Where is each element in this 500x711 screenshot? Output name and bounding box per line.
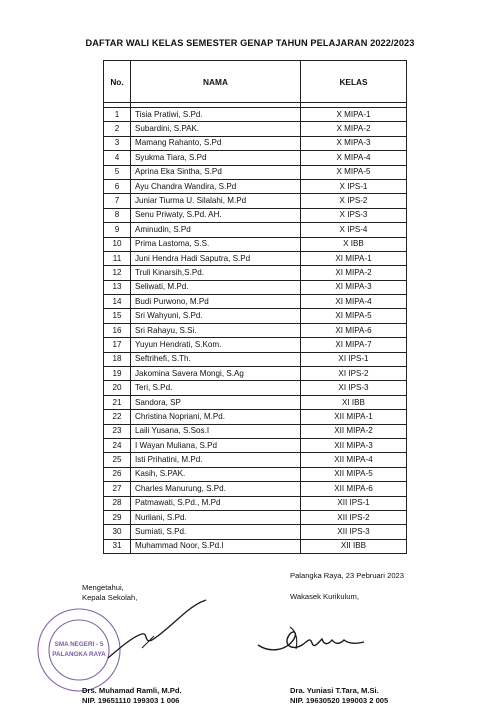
svg-text:SMA NEGERI - 5: SMA NEGERI - 5 (54, 641, 104, 648)
cell-no: 22 (104, 410, 131, 424)
table-row (104, 208, 407, 222)
table-row (104, 309, 407, 323)
cell-no: 29 (104, 510, 131, 524)
cell-nama: Budi Purwono, M.Pd (131, 295, 301, 309)
cell-kelas: XI MIPA-6 (301, 323, 407, 337)
cell-no: 10 (104, 237, 131, 251)
cell-kelas: XII MIPA-6 (301, 482, 407, 496)
column-header-kelas: KELAS (301, 61, 407, 103)
table-row (104, 453, 407, 467)
cell-nama: Patmawati, S.Pd., M.Pd (131, 496, 301, 510)
cell-no: 20 (104, 381, 131, 395)
cell-nama: Sandora, SP (131, 395, 301, 409)
cell-kelas: XI MIPA-7 (301, 338, 407, 352)
table-row (104, 367, 407, 381)
document-title: DAFTAR WALI KELAS SEMESTER GENAP TAHUN PELAJARAN 2022/2023 (85, 38, 415, 48)
principal-handwritten-signature-icon (102, 596, 212, 666)
table-row (104, 108, 407, 122)
cell-kelas: XII IPS-2 (301, 510, 407, 524)
cell-kelas: XI IPS-1 (301, 352, 407, 366)
cell-nama: Muhammad Noor, S.Pd.I (131, 539, 301, 553)
table-row (104, 295, 407, 309)
cell-no: 3 (104, 136, 131, 150)
cell-nama: Aminudin, S.Pd (131, 223, 301, 237)
cell-kelas: X IPS-2 (301, 194, 407, 208)
table-row (104, 338, 407, 352)
cell-no: 5 (104, 165, 131, 179)
cell-kelas: XI IPS-2 (301, 367, 407, 381)
cell-kelas: XII IBB (301, 539, 407, 553)
cell-no: 17 (104, 338, 131, 352)
table-header-row (104, 61, 407, 103)
table-row (104, 510, 407, 524)
cell-nama: Sumiati, S.Pd. (131, 525, 301, 539)
cell-kelas: X MIPA-4 (301, 151, 407, 165)
place-date-label: Palangka Raya, 23 Pebruari 2023 (290, 571, 404, 580)
table-row (104, 165, 407, 179)
vice-principal-signature-block (290, 571, 404, 602)
cell-kelas: X IPS-4 (301, 223, 407, 237)
table-row (104, 381, 407, 395)
cell-kelas: XII IPS-3 (301, 525, 407, 539)
cell-kelas: XII IPS-1 (301, 496, 407, 510)
cell-kelas: XI IBB (301, 395, 407, 409)
cell-no: 15 (104, 309, 131, 323)
table-row (104, 266, 407, 280)
column-header-nama: NAMA (131, 61, 301, 103)
cell-no: 19 (104, 367, 131, 381)
cell-no: 1 (104, 108, 131, 122)
cell-nama: Aprina Eka Sintha, S.Pd (131, 165, 301, 179)
cell-nama: Juni Hendra Hadi Saputra, S.Pd (131, 251, 301, 265)
cell-nama: Teri, S.Pd. (131, 381, 301, 395)
cell-kelas: XI MIPA-3 (301, 280, 407, 294)
cell-nama: Juniar Tiurma U. Silalahi, M.Pd (131, 194, 301, 208)
cell-kelas: X IPS-1 (301, 179, 407, 193)
cell-kelas: XII MIPA-1 (301, 410, 407, 424)
table-row (104, 179, 407, 193)
cell-nama: Charles Manurung, S.Pd. (131, 482, 301, 496)
cell-no: 27 (104, 482, 131, 496)
cell-nama: Syukma Tiara, S.Pd (131, 151, 301, 165)
cell-no: 9 (104, 223, 131, 237)
cell-no: 16 (104, 323, 131, 337)
table-row (104, 467, 407, 481)
cell-nama: Kasih, S.PAK. (131, 467, 301, 481)
cell-nama: Truli Kinarsih,S.Pd. (131, 266, 301, 280)
table-row (104, 525, 407, 539)
table-row (104, 496, 407, 510)
table-row (104, 237, 407, 251)
table-body (104, 103, 407, 554)
table-row (104, 136, 407, 150)
cell-nama: Seliwati, M.Pd. (131, 280, 301, 294)
cell-no: 7 (104, 194, 131, 208)
table-row (104, 280, 407, 294)
cell-no: 31 (104, 539, 131, 553)
cell-no: 14 (104, 295, 131, 309)
cell-kelas: X MIPA-2 (301, 122, 407, 136)
principal-role-label: Kepala Sekolah, (82, 593, 138, 602)
cell-nama: Ayu Chandra Wandira, S.Pd (131, 179, 301, 193)
cell-no: 24 (104, 438, 131, 452)
cell-nama: I Wayan Muliana, S.Pd (131, 438, 301, 452)
cell-nama: Prima Lastoma, S.S. (131, 237, 301, 251)
cell-kelas: X MIPA-3 (301, 136, 407, 150)
cell-nama: Laili Yusana, S.Sos.I (131, 424, 301, 438)
acknowledged-label: Mengetahui, (82, 583, 124, 592)
cell-no: 28 (104, 496, 131, 510)
vice-principal-role-label: Wakasek Kurikulum, (290, 592, 359, 601)
cell-kelas: XI MIPA-5 (301, 309, 407, 323)
cell-nama: Sri Wahyuni, S.Pd. (131, 309, 301, 323)
table-row (104, 122, 407, 136)
cell-kelas: XII MIPA-3 (301, 438, 407, 452)
cell-nama: Mamang Rahanto, S.Pd (131, 136, 301, 150)
table-row (104, 424, 407, 438)
table-row (104, 482, 407, 496)
cell-no: 13 (104, 280, 131, 294)
principal-name: Drs. Muhamad Ramli, M.Pd. (82, 686, 182, 695)
cell-no: 21 (104, 395, 131, 409)
cell-no: 18 (104, 352, 131, 366)
svg-text:PALANGKA RAYA: PALANGKA RAYA (52, 651, 106, 658)
cell-nama: Senu Priwaty, S.Pd. AH. (131, 208, 301, 222)
cell-nama: Subardini, S.PAK. (131, 122, 301, 136)
cell-kelas: XII MIPA-2 (301, 424, 407, 438)
cell-nama: Jakomina Savera Mongi, S.Ag (131, 367, 301, 381)
cell-no: 23 (104, 424, 131, 438)
cell-kelas: X MIPA-5 (301, 165, 407, 179)
cell-no: 2 (104, 122, 131, 136)
cell-nama: Seftrihefi, S.Th. (131, 352, 301, 366)
cell-nama: Nurliani, S.Pd. (131, 510, 301, 524)
cell-nama: Christina Nopriani, M.Pd. (131, 410, 301, 424)
vice-principal-nip: NIP. 19630520 199003 2 005 (290, 696, 389, 705)
principal-name-block (82, 686, 182, 706)
cell-kelas: XII MIPA-4 (301, 453, 407, 467)
cell-no: 8 (104, 208, 131, 222)
table-row (104, 323, 407, 337)
vice-principal-handwritten-signature-icon (252, 615, 382, 665)
table-row (104, 223, 407, 237)
cell-kelas: XII MIPA-5 (301, 467, 407, 481)
cell-nama: Yuyun Hendrati, S.Kom. (131, 338, 301, 352)
cell-nama: Tisia Pratiwi, S.Pd. (131, 108, 301, 122)
cell-kelas: X IBB (301, 237, 407, 251)
cell-kelas: XI MIPA-4 (301, 295, 407, 309)
cell-nama: Isti Prihatini, M.Pd. (131, 453, 301, 467)
cell-no: 11 (104, 251, 131, 265)
vice-principal-name: Dra. Yuniasi T.Tara, M.Si. (290, 686, 379, 695)
table-row (104, 194, 407, 208)
cell-kelas: XI IPS-3 (301, 381, 407, 395)
cell-no: 30 (104, 525, 131, 539)
table-row (104, 352, 407, 366)
table-row (104, 251, 407, 265)
cell-no: 6 (104, 179, 131, 193)
column-header-no: No. (104, 61, 131, 103)
homeroom-teacher-table (103, 60, 407, 554)
cell-nama: Sri Rahayu, S.Si. (131, 323, 301, 337)
table-row (104, 539, 407, 553)
table-row (104, 438, 407, 452)
cell-no: 4 (104, 151, 131, 165)
cell-no: 25 (104, 453, 131, 467)
principal-nip: NIP. 19651110 199303 1 006 (82, 696, 180, 705)
cell-kelas: XI MIPA-1 (301, 251, 407, 265)
cell-kelas: X MIPA-1 (301, 108, 407, 122)
cell-kelas: X IPS-3 (301, 208, 407, 222)
table-row (104, 410, 407, 424)
vice-principal-name-block (290, 686, 388, 706)
cell-no: 26 (104, 467, 131, 481)
table-row (104, 151, 407, 165)
cell-kelas: XI MIPA-2 (301, 266, 407, 280)
cell-no: 12 (104, 266, 131, 280)
table-row (104, 395, 407, 409)
